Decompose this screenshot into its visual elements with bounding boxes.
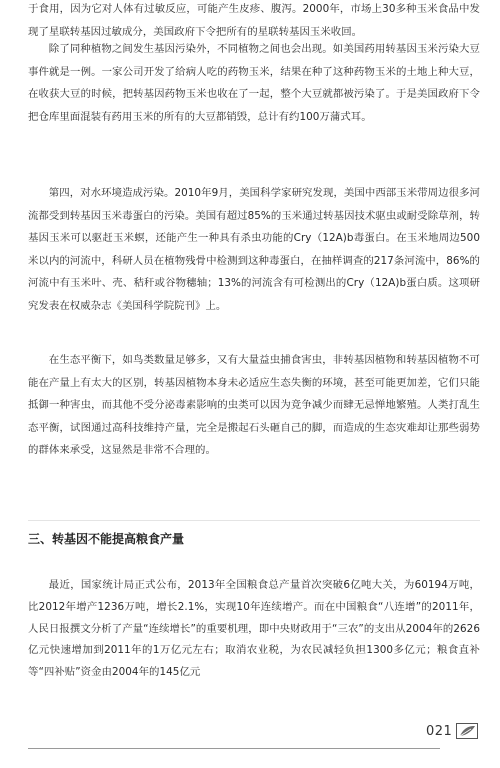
paragraph-1: 于食用，因为它对人体有过敏反应，可能产生皮疹、腹泻。2000年，市场上30多种玉米食品中发现了星联转基因过敏成分，美国政府下令把所有的星联转基因玉米收回。 [28,3,480,38]
page-number: 021 [426,724,453,739]
section-divider [28,520,480,521]
section-paragraph: 最近，国家统计局正式公布，2013年全国粮食总产量首次突破6亿吨大关，为60194万吨，比2012年增产1236万吨，增长2.1%，实现10年连续增产。而在中国粮食“八连增”的2011年，人民日报撰文分析了产量“连续增长”的重要机理，即中央财政用于“三农”的支出从2004年的2626亿元快速增加到2011年的1万亿元左右；取消农业税，为农民减轻负担1300多亿元；粮食直补等“四补贴”资金由2004年的145亿元 [28,579,480,679]
paragraph-4: 在生态平衡下，如鸟类数量足够多，又有大量益虫捕食害虫，非转基因植物和转基因植物不可能在产量上有太大的区别，转基因植物本身未必适应生态失衡的环境，甚至可能更加差，它们只能抵御一种害虫，而其他不受分泌毒素影响的虫类可以因为竞争减少而肆无忌惮地繁殖。人类打乱生态平衡，试图通过高科技维持产量，完全是搬起石头砸自己的脚，而造成的生态灾难却让那些弱势的群体来承受，这显然是非常不合理的。 [28,354,480,457]
paragraph-3: 第四，对水环境造成污染。2010年9月，美国科学家研究发现，美国中西部玉米带周边很多河流都受到转基因玉米毒蛋白的污染。美国有超过85%的玉米通过转基因技术驱虫或耐受除草剂，转基因玉米可以驱赶玉米螟，还能产生一种具有杀虫功能的Cry（12A)b毒蛋白。在玉米地周边500米以内的河流中，科研人员在植物残骨中检测到这种毒蛋白，在抽样调查的217条河流中，86%的河流中有玉米叶、壳、秸秆或谷物穗轴；13%的河流含有可检测出的Cry（12A)b蛋白质。这项研究发表在权威杂志《美国科学院院刊》上。 [28,187,480,312]
section-title: 三、转基因不能提高粮食产量 [28,532,185,546]
leaf-icon [456,723,478,739]
footer-rule [28,748,440,749]
paragraph-2: 除了同种植物之间发生基因污染外，不同植物之间也会出现。如美国药用转基因玉米污染大豆事件就是一例。一家公司开发了给病人吃的药物玉米，结果在种了这种药物玉米的土地上种大豆，在收获大豆的时候，把转基因药物玉米也收在了一起，整个大豆就都被污染了。于是美国政府下令把仓库里面混装有药用玉米的所有的大豆都销毁，总计有约100万蒲式耳。 [28,43,480,123]
